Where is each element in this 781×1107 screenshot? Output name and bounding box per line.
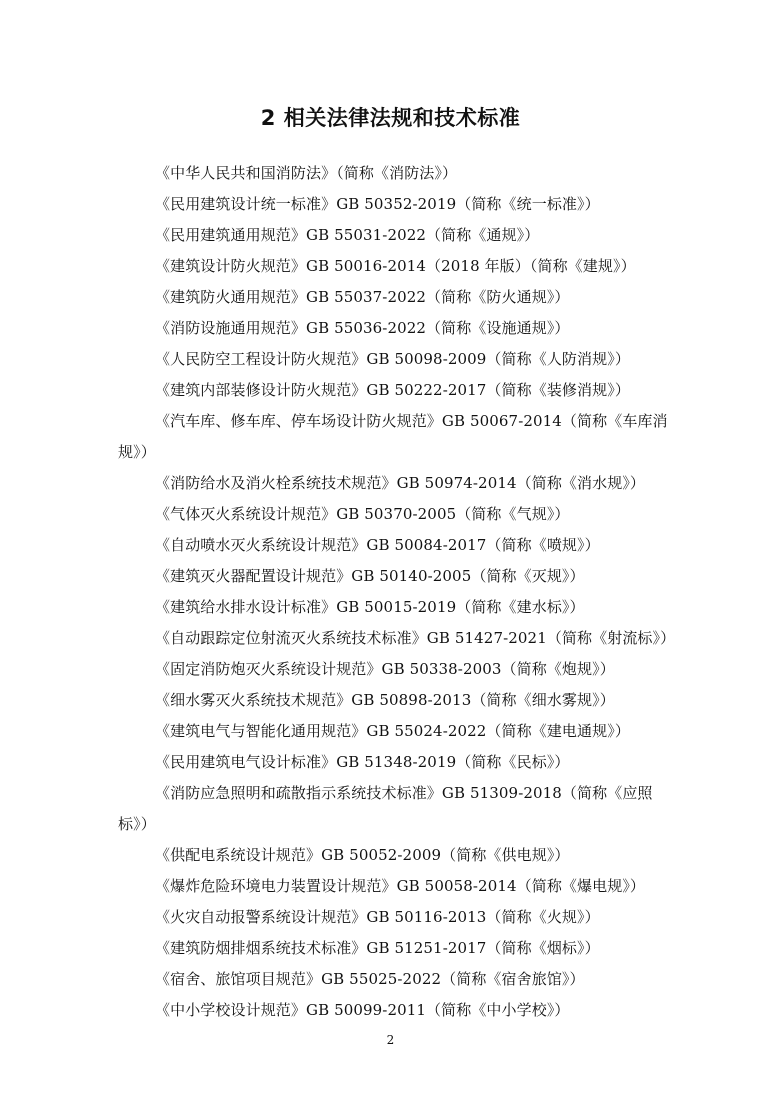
list-item: 《自动跟踪定位射流灭火系统技术标准》GB 51427-2021（简称《射流标》） [155, 629, 676, 647]
list-item: 《固定消防炮灭火系统设计规范》GB 50338-2003（简称《炮规》） [155, 660, 615, 678]
list-item: 《建筑灭火器配置设计规范》GB 50140-2005（简称《灭规》） [155, 567, 585, 585]
list-item: 《建筑给水排水设计标准》GB 50015-2019（简称《建水标》） [155, 598, 585, 616]
list-item: 《供配电系统设计规范》GB 50052-2009（简称《供电规》） [155, 846, 570, 864]
list-item: 《建筑内部装修设计防火规范》GB 50222-2017（简称《装修消规》） [155, 381, 630, 399]
list-item: 《民用建筑电气设计标准》GB 51348-2019（简称《民标》） [155, 753, 570, 771]
list-item: 《消防给水及消火栓系统技术规范》GB 50974-2014（简称《消水规》） [155, 474, 646, 492]
section-title: 2 相关法律法规和技术标准 [260, 106, 521, 130]
list-item: 《火灾自动报警系统设计规范》GB 50116-2013（简称《火规》） [155, 908, 600, 926]
list-item: 《自动喷水灭火系统设计规范》GB 50084-2017（简称《喷规》） [155, 536, 600, 554]
list-item: 《中华人民共和国消防法》（简称《消防法》） [155, 164, 458, 182]
list-item: 《宿舍、旅馆项目规范》GB 55025-2022（简称《宿舍旅馆》） [155, 970, 585, 988]
list-item: 《民用建筑设计统一标准》GB 50352-2019（简称《统一标准》） [155, 195, 600, 213]
list-item: 《消防应急照明和疏散指示系统技术标准》GB 51309-2018（简称《应照标》） [118, 784, 653, 833]
list-item: 《建筑电气与智能化通用规范》GB 55024-2022（简称《建电通规》） [155, 722, 630, 740]
list-item: 《民用建筑通用规范》GB 55031-2022（简称《通规》） [155, 226, 540, 244]
list-item: 《建筑设计防火规范》GB 50016-2014（2018 年版）（简称《建规》） [155, 257, 636, 275]
list-item: 《细水雾灭火系统技术规范》GB 50898-2013（简称《细水雾规》） [155, 691, 615, 709]
list-item: 《建筑防烟排烟系统技术标准》GB 51251-2017（简称《烟标》） [155, 939, 600, 957]
list-item: 《汽车库、修车库、停车场设计防火规范》GB 50067-2014（简称《车库消规》） [118, 412, 668, 461]
standards-list [118, 158, 678, 1026]
list-item: 《爆炸危险环境电力装置设计规范》GB 50058-2014（简称《爆电规》） [155, 877, 646, 895]
list-item: 《消防设施通用规范》GB 55036-2022（简称《设施通规》） [155, 319, 570, 337]
page-number: 2 [386, 1033, 395, 1047]
list-item: 《气体灭火系统设计规范》GB 50370-2005（简称《气规》） [155, 505, 570, 523]
list-item: 《建筑防火通用规范》GB 55037-2022（简称《防火通规》） [155, 288, 570, 306]
list-item: 《中小学校设计规范》GB 50099-2011（简称《中小学校》） [155, 1001, 570, 1019]
list-item: 《人民防空工程设计防火规范》GB 50098-2009（简称《人防消规》） [155, 350, 630, 368]
